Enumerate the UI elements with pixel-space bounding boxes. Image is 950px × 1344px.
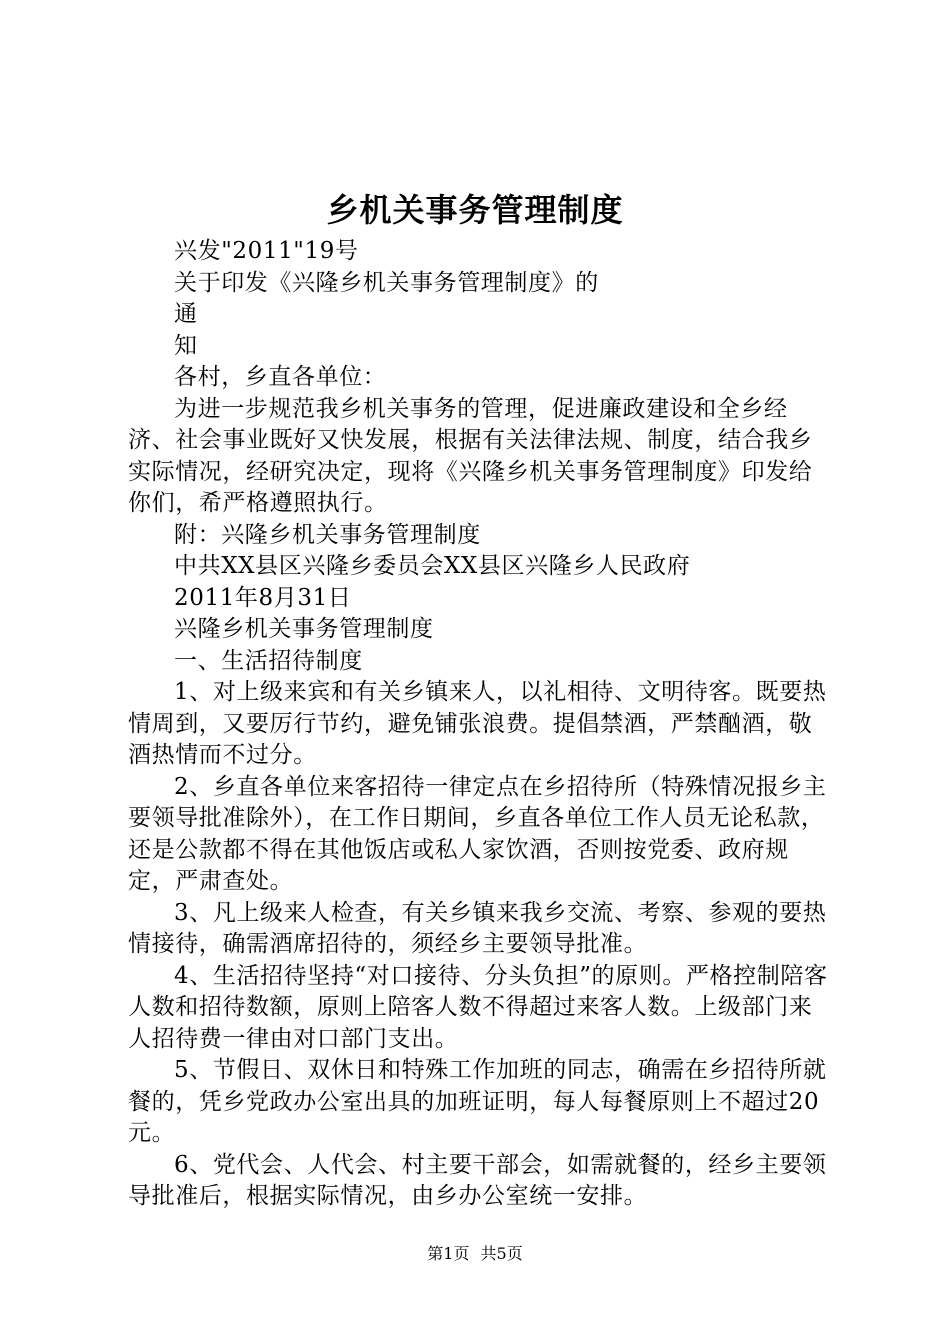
rule-item-3: 3、凡上级来人检查，有关乡镇来我乡交流、考察、参观的要热情接待，确需酒席招待的，须经乡主要领导批准。 — [128, 899, 827, 957]
notice-heading-char-1: 通 — [174, 301, 198, 327]
rule-item-1: 1、对上级来宾和有关乡镇来人，以礼相待、文明待客。既要热情周到，又要厉行节约，避免铺张浪费。提倡禁酒，严禁酗酒，敬酒热情而不过分。 — [128, 679, 827, 768]
intro-paragraph: 为进一步规范我乡机关事务的管理，促进廉政建设和全乡经济、社会事业既好又快发展，根据有关法律法规、制度，结合我乡实际情况，经研究决定，现将《兴隆乡机关事务管理制度》印发给你们，希严格遵照执行。 — [128, 395, 813, 516]
document-body — [128, 236, 832, 1213]
salutation: 各村，乡直各单位： — [174, 364, 387, 390]
notice-heading-char-2: 知 — [174, 332, 198, 359]
rule-item-2: 2、乡直各单位来客招待一律定点在乡招待所（特殊情况报乡主要领导批准除外），在工作日期间，乡直各单位工作人员无论私款，还是公款都不得在其他饭店或私人家饮酒，否则按党委、政府规定，严肃查处。 — [128, 773, 827, 894]
issue-date: 2011年8月31日 — [174, 584, 352, 611]
rule-item-4: 4、生活招待坚持“对口接待、分头负担”的原则。严格控制陪客人数和招待数额，原则上陪客人数不得超过来客人数。上级部门来人招待费一律由对口部门支出。 — [128, 962, 828, 1052]
page-footer — [0, 1242, 950, 1266]
page-total: 共5页 — [480, 1244, 523, 1263]
section-title: 兴隆乡机关事务管理制度 — [174, 616, 434, 642]
issuer-line: 中共XX县区兴隆乡委员会XX县区兴隆乡人民政府 — [174, 553, 691, 579]
rule-item-5: 5、节假日、双休日和特殊工作加班的同志，确需在乡招待所就餐的，凭乡党政办公室出具的加班证明，每人每餐原则上不超过20元。 — [128, 1057, 827, 1146]
subsection-heading: 一、生活招待制度 — [174, 647, 363, 674]
document-number: 兴发"2011"19号 — [174, 238, 359, 264]
page-number: 第1页 — [427, 1244, 470, 1263]
notice-heading: 关于印发《兴隆乡机关事务管理制度》的 — [174, 269, 599, 296]
document-title: 乡机关事务管理制度 — [326, 191, 624, 229]
attachment-line: 附：兴隆乡机关事务管理制度 — [174, 521, 481, 548]
rule-item-6: 6、党代会、人代会、村主要干部会，如需就餐的，经乡主要领导批准后，根据实际情况，由乡办公室统一安排。 — [128, 1151, 827, 1209]
